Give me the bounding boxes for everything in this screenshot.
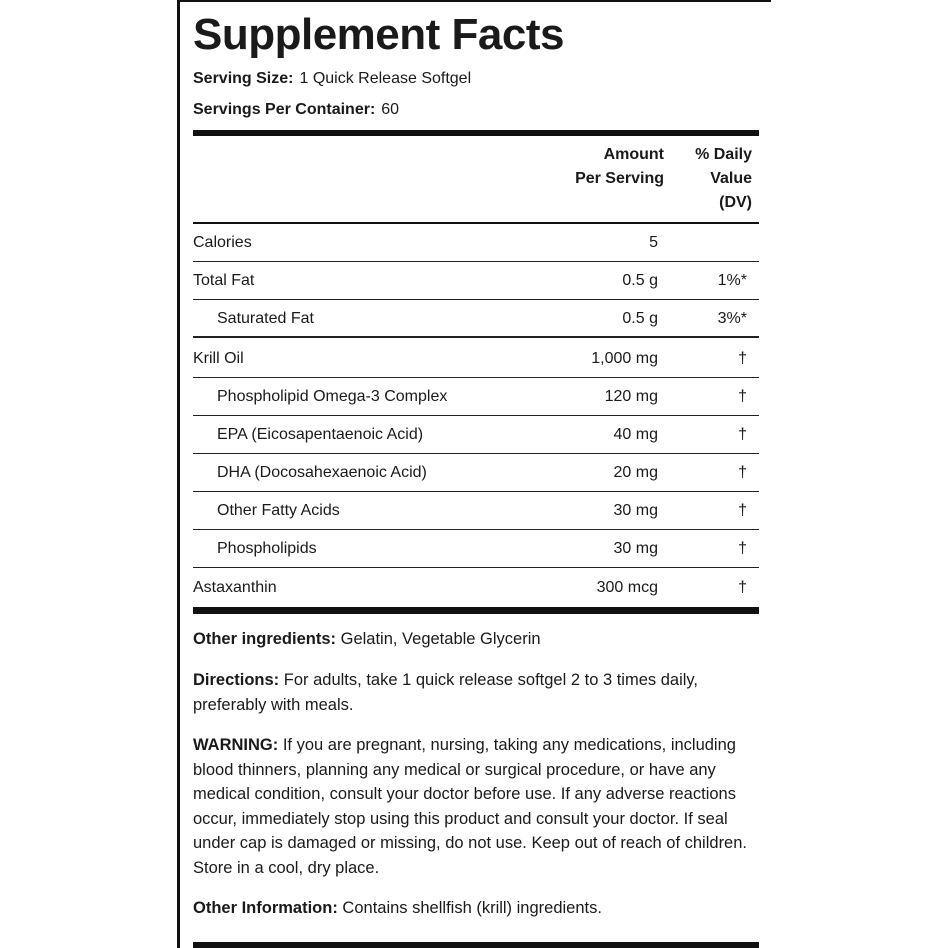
table-row bbox=[193, 378, 759, 416]
warning-text: If you are pregnant, nursing, taking any medications, including blood thinners, planning any medical or surgical procedure, or have any medical condition, consult your doctor before use. If any adverse reactions occur, immediately stop using this product and consult your doctor. If seal under cap is damaged or missing, do not use. Keep out of reach of children. Store in a cool, dry place. bbox=[193, 736, 747, 877]
table-bottom-divider bbox=[193, 607, 759, 614]
page-title: Supplement Facts bbox=[193, 10, 564, 59]
directions-text: For adults, take 1 quick release softgel 2 to 3 times daily, preferably with meals. bbox=[193, 671, 699, 714]
daily-value-header: % Daily Value (DV) bbox=[695, 146, 752, 211]
nutrient-amount: 300 mcg bbox=[596, 579, 658, 596]
directions bbox=[193, 668, 763, 717]
nutrient-dv: † bbox=[738, 388, 747, 405]
table-row bbox=[193, 416, 759, 454]
nutrient-dv: † bbox=[738, 579, 747, 596]
nutrient-name: Phospholipids bbox=[217, 540, 317, 557]
servings-per-container-label: Servings Per Container: bbox=[193, 101, 376, 118]
table-row bbox=[193, 300, 759, 338]
table-row bbox=[193, 530, 759, 568]
warning-label: WARNING: bbox=[193, 736, 279, 754]
table-row bbox=[193, 340, 759, 378]
servings-per-container-value: 60 bbox=[381, 101, 400, 118]
nutrient-amount: 0.5 g bbox=[622, 310, 658, 327]
nutrient-name: Saturated Fat bbox=[217, 310, 314, 327]
nutrient-name: Astaxanthin bbox=[193, 579, 277, 596]
nutrient-name: DHA (Docosahexaenoic Acid) bbox=[217, 464, 427, 481]
other-ingredients bbox=[193, 627, 763, 652]
nutrient-amount: 120 mg bbox=[604, 388, 658, 405]
nutrient-dv: † bbox=[738, 350, 747, 367]
nutrient-amount: 1,000 mg bbox=[591, 350, 658, 367]
nutrient-dv: † bbox=[738, 502, 747, 519]
table-row bbox=[193, 569, 759, 607]
header-divider bbox=[193, 130, 759, 136]
nutrient-amount: 30 mg bbox=[613, 502, 658, 519]
amount-header: Amount Per Serving bbox=[575, 146, 664, 187]
table-row bbox=[193, 454, 759, 492]
nutrient-name: EPA (Eicosapentaenoic Acid) bbox=[217, 426, 424, 443]
nutrient-dv: † bbox=[738, 464, 747, 481]
nutrient-dv: 1%* bbox=[717, 272, 747, 289]
nutrient-amount: 40 mg bbox=[613, 426, 658, 443]
table-row bbox=[193, 492, 759, 530]
serving-size bbox=[193, 70, 471, 88]
other-information-text: Contains shellfish (krill) ingredients. bbox=[342, 899, 602, 917]
serving-size-value: 1 Quick Release Softgel bbox=[299, 70, 472, 87]
nutrient-name: Other Fatty Acids bbox=[217, 502, 340, 519]
nutrient-name: Phospholipid Omega-3 Complex bbox=[217, 388, 448, 405]
other-information bbox=[193, 896, 763, 921]
nutrient-name: Calories bbox=[193, 234, 252, 251]
table-row bbox=[193, 262, 759, 300]
servings-per-container bbox=[193, 101, 399, 119]
nutrient-amount: 0.5 g bbox=[622, 272, 658, 289]
footer-divider bbox=[193, 942, 759, 948]
nutrient-dv: † bbox=[738, 426, 747, 443]
nutrient-name: Total Fat bbox=[193, 272, 255, 289]
nutrient-amount: 30 mg bbox=[613, 540, 658, 557]
directions-label: Directions: bbox=[193, 671, 280, 689]
table-row bbox=[193, 224, 759, 262]
nutrient-dv: † bbox=[738, 540, 747, 557]
serving-size-label: Serving Size: bbox=[193, 70, 294, 87]
other-ingredients-label: Other ingredients: bbox=[193, 630, 337, 648]
warning bbox=[193, 733, 763, 880]
nutrient-name: Krill Oil bbox=[193, 350, 244, 367]
other-ingredients-text: Gelatin, Vegetable Glycerin bbox=[340, 630, 541, 648]
other-information-label: Other Information: bbox=[193, 899, 338, 917]
nutrient-dv: 3%* bbox=[717, 310, 747, 327]
nutrient-amount: 5 bbox=[649, 234, 658, 251]
nutrient-amount: 20 mg bbox=[613, 464, 658, 481]
